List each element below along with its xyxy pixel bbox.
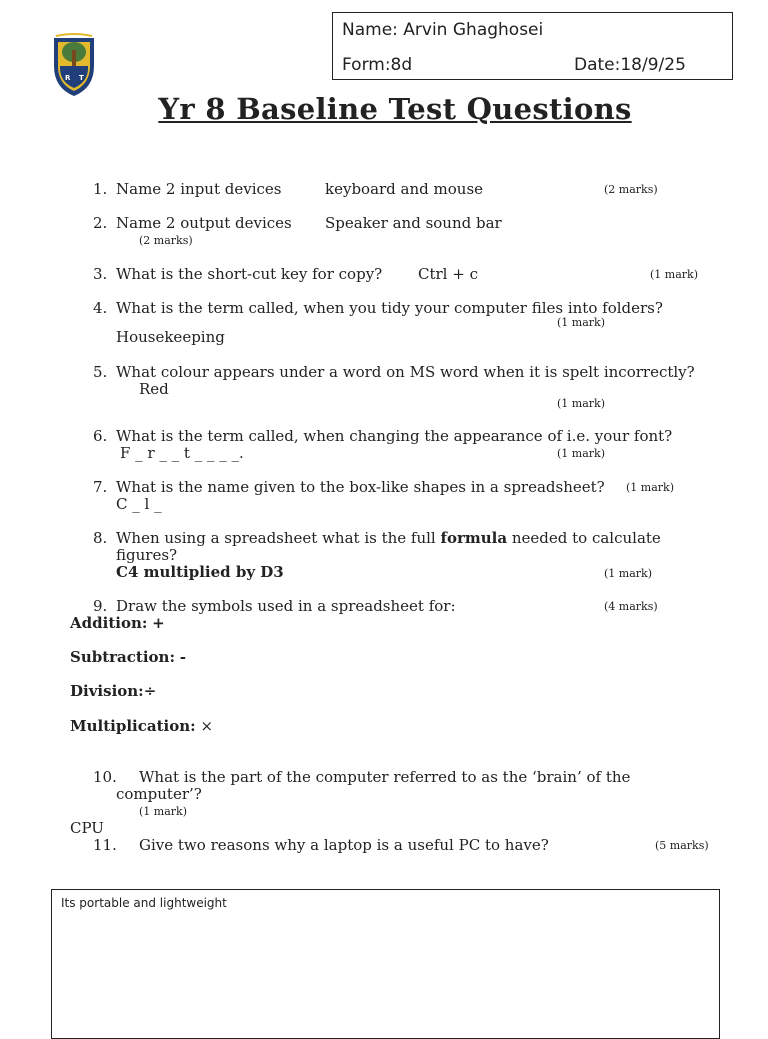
svg-text:R: R bbox=[65, 74, 71, 82]
answer-box[interactable] bbox=[51, 889, 720, 1039]
answer-text: C _ l _ bbox=[116, 495, 162, 513]
question-text: Give two reasons why a laptop is a useful PC to have? bbox=[139, 836, 549, 854]
question-text: What is the term called, when you tidy your computer files into folders? bbox=[116, 299, 663, 317]
question-text: What is the term called, when changing the appearance of i.e. your font? bbox=[116, 427, 673, 445]
question-text-continued: computer’? bbox=[116, 785, 202, 803]
marks-label: (1 mark) bbox=[626, 481, 674, 494]
answer-text: Speaker and sound bar bbox=[325, 214, 502, 232]
student-name: Name: Arvin Ghaghosei bbox=[342, 20, 544, 40]
student-info-box bbox=[332, 12, 733, 80]
answer-text: Ctrl + c bbox=[418, 265, 478, 283]
question-number: 9. bbox=[93, 597, 108, 615]
test-date: Date:18/9/25 bbox=[574, 55, 686, 75]
question-number: 3. bbox=[93, 265, 108, 283]
answer-text: C4 multiplied by D3 bbox=[116, 563, 284, 581]
answer-text: F _ r _ _ t _ _ _ _. bbox=[120, 444, 244, 462]
question-number: 8. bbox=[93, 529, 108, 547]
symbol-division: Division:÷ bbox=[70, 682, 157, 700]
school-crest-icon bbox=[50, 32, 98, 98]
answer-box-text: Its portable and lightweight bbox=[61, 896, 227, 910]
marks-label: (1 mark) bbox=[557, 447, 605, 460]
question-text: What colour appears under a word on MS word when it is spelt incorrectly? bbox=[116, 363, 695, 381]
question-text: When using a spreadsheet what is the full formula needed to calculate bbox=[116, 529, 661, 547]
question-text: What is the part of the computer referred to as the ‘brain’ of the bbox=[139, 768, 631, 786]
marks-label: (2 marks) bbox=[139, 234, 193, 247]
answer-text: CPU bbox=[70, 819, 104, 837]
question-number: 6. bbox=[93, 427, 108, 445]
marks-label: (1 mark) bbox=[604, 567, 652, 580]
question-number: 1. bbox=[93, 180, 108, 198]
answer-text: keyboard and mouse bbox=[325, 180, 484, 198]
question-text: Name 2 output devices bbox=[116, 214, 292, 232]
answer-text: Red bbox=[139, 380, 169, 398]
question-text: What is the short-cut key for copy? bbox=[116, 265, 383, 283]
svg-text:T: T bbox=[79, 74, 84, 82]
question-text-continued: figures? bbox=[116, 546, 178, 564]
bold-keyword: formula bbox=[440, 529, 508, 547]
question-number: 10. bbox=[93, 768, 117, 786]
marks-label: (1 mark) bbox=[650, 268, 698, 281]
symbol-addition: Addition: + bbox=[70, 614, 165, 632]
student-form: Form:8d bbox=[342, 55, 413, 75]
marks-label: (5 marks) bbox=[655, 839, 709, 852]
symbol-multiplication: Multiplication: × bbox=[70, 717, 214, 735]
marks-label: (4 marks) bbox=[604, 600, 658, 613]
question-number: 2. bbox=[93, 214, 108, 232]
answer-text: Housekeeping bbox=[116, 328, 225, 346]
question-text: Draw the symbols used in a spreadsheet for: bbox=[116, 597, 456, 615]
symbol-subtraction: Subtraction: - bbox=[70, 648, 187, 666]
marks-label: (1 mark) bbox=[139, 805, 187, 818]
question-number: 4. bbox=[93, 299, 108, 317]
question-number: 5. bbox=[93, 363, 108, 381]
page-title: Yr 8 Baseline Test Questions bbox=[158, 92, 632, 126]
question-text: What is the name given to the box-like shapes in a spreadsheet? bbox=[116, 478, 605, 496]
marks-label: (1 mark) bbox=[557, 316, 605, 329]
marks-label: (1 mark) bbox=[557, 397, 605, 410]
question-number: 11. bbox=[93, 836, 117, 854]
question-number: 7. bbox=[93, 478, 108, 496]
question-text: Name 2 input devices bbox=[116, 180, 282, 198]
marks-label: (2 marks) bbox=[604, 183, 658, 196]
